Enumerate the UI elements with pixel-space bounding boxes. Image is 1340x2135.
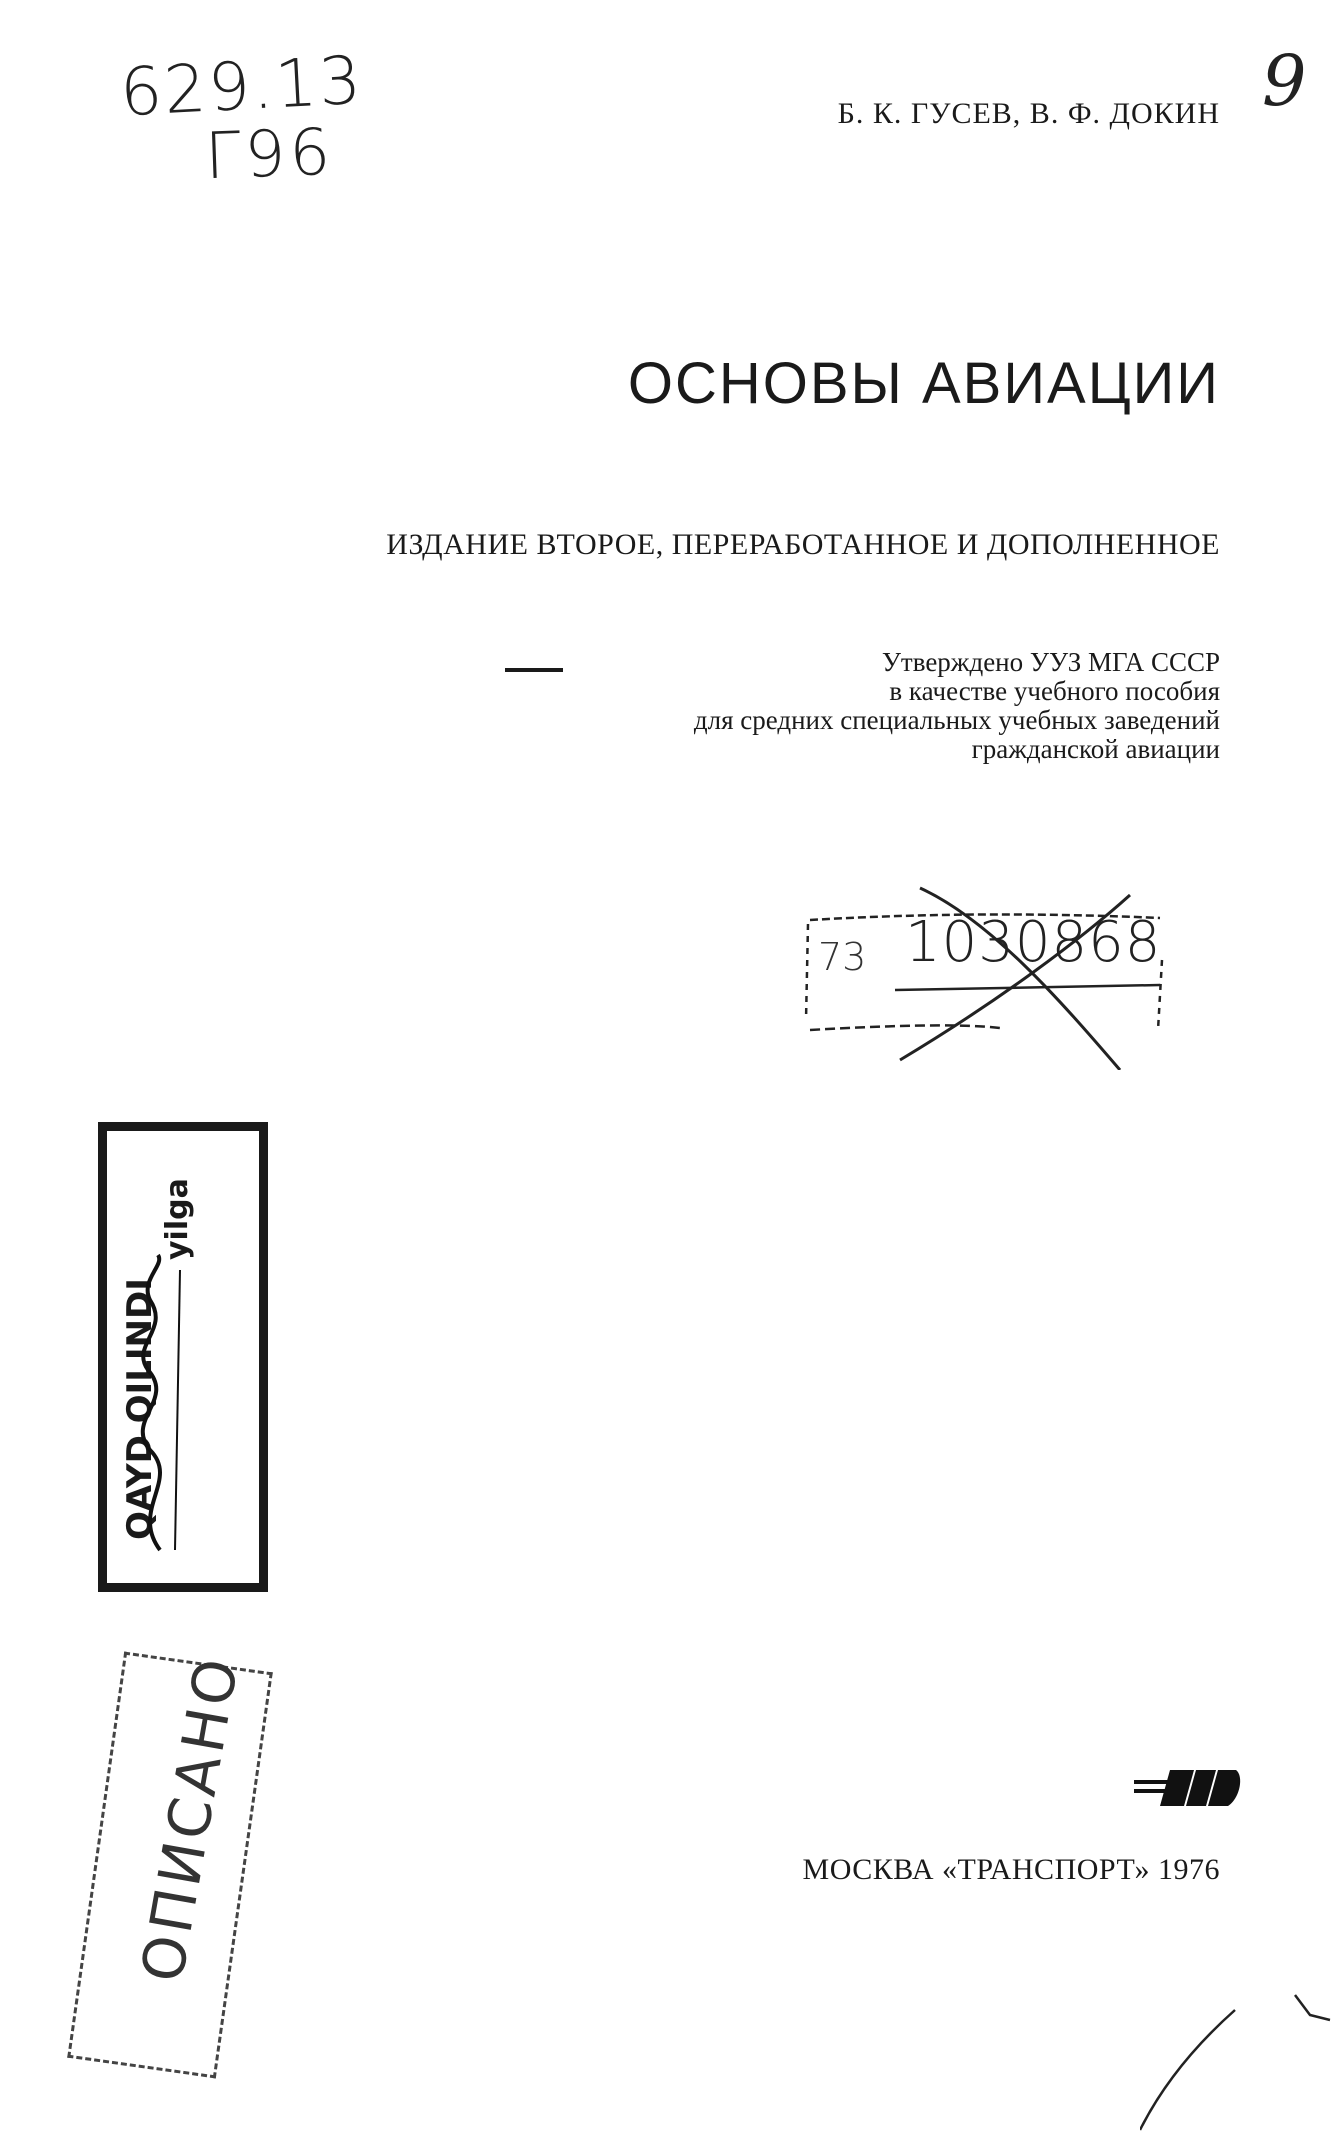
registration-stamp-year-label: yilga [160,1178,195,1260]
approval-line: для средних специальных учебных заведений [693,705,1220,736]
call-number-line-2: Г96 [203,115,336,195]
inventory-prefix: 73 [818,935,867,979]
book-title: ОСНОВЫ АВИАЦИИ [627,351,1220,416]
page-corner-mark [1140,1990,1340,2135]
authors: Б. К. ГУСЕВ, В. Ф. ДОКИН [837,97,1220,130]
publisher-logo-icon [1132,1762,1242,1812]
approval-line: Утверждено УУЗ МГА СССР [881,647,1220,677]
corner-handwritten-mark: 9 [1262,40,1307,122]
registration-handwritten-signature [120,1250,190,1560]
dash-divider [505,668,563,672]
approval-statement [694,648,1220,765]
approval-line: в качестве учебного пособия [889,676,1220,707]
opisano-stamp-text: ОПИСАНО [128,1649,253,1987]
call-number-line-1: 629.13 [118,41,365,132]
registration-stamp-text: QAYD QILINDI [120,1278,160,1540]
inventory-number: 1030868 [905,910,1162,975]
publisher-imprint: МОСКВА «ТРАНСПОРТ» 1976 [802,1853,1220,1886]
edition-statement: ИЗДАНИЕ ВТОРОЕ, ПЕРЕРАБОТАННОЕ И ДОПОЛНЕННОЕ [386,528,1220,561]
approval-line: гражданской авиации [971,734,1220,765]
